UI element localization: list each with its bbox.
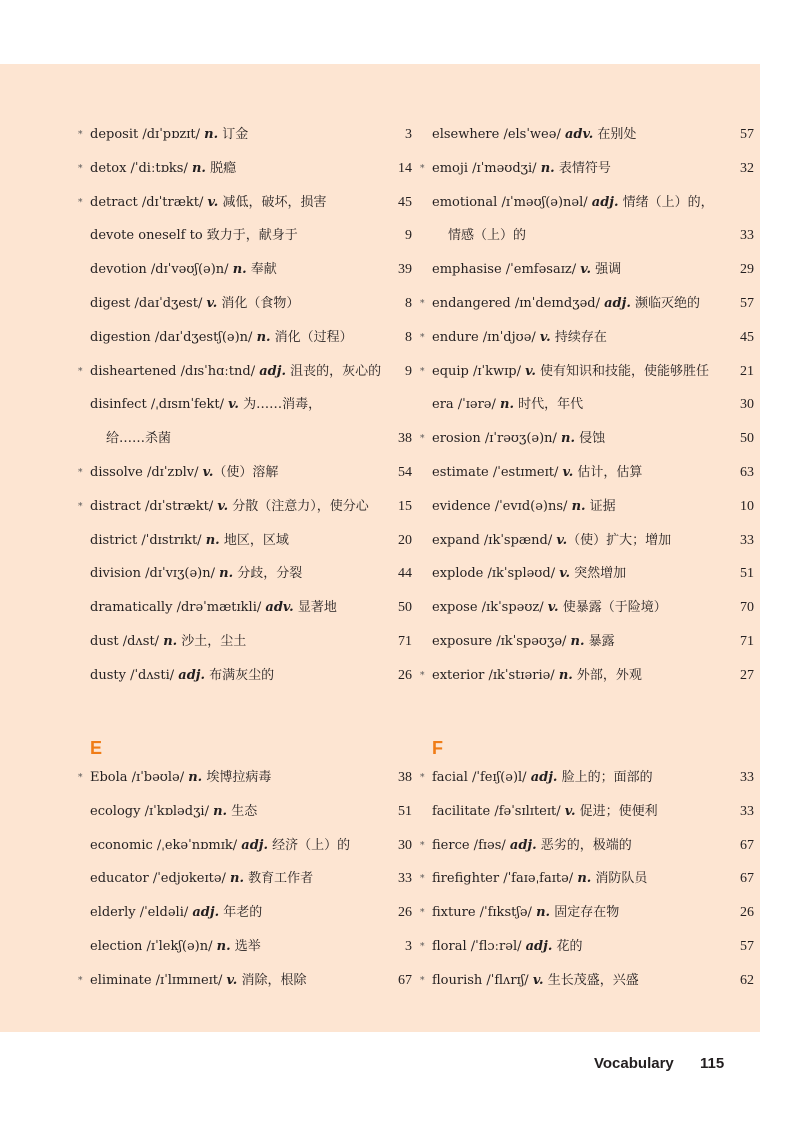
key-word-star-icon: * xyxy=(420,298,425,309)
vocab-entry-text: facial /ˈfeɪʃ(ə)l/ adj. 脸上的；面部的 xyxy=(432,770,653,785)
vocab-entry-page: 26 xyxy=(398,905,412,921)
vocab-entry-page: 67 xyxy=(740,837,754,853)
key-word-star-icon: * xyxy=(78,975,83,986)
key-word-star-icon: * xyxy=(78,197,83,208)
vocab-entry-page: 51 xyxy=(398,803,412,819)
vocab-entry-page: 10 xyxy=(740,498,754,514)
section-heading-e: E xyxy=(90,738,103,758)
vocab-entry xyxy=(78,829,412,863)
right-column xyxy=(420,118,754,693)
vocab-entry-text: Ebola /ɪˈbəʊlə/ n. 埃博拉病毒 xyxy=(90,770,272,785)
vocab-entry-text: erosion /ɪˈrəʊʒ(ə)n/ n. 侵蚀 xyxy=(432,431,606,447)
vocab-entry xyxy=(420,557,754,591)
vocab-entry xyxy=(420,930,754,964)
vocab-entry xyxy=(78,795,412,829)
vocab-entry xyxy=(420,964,754,998)
vocab-entry xyxy=(420,422,754,456)
vocab-entry xyxy=(78,287,412,321)
vocab-entry xyxy=(420,152,754,186)
vocab-entry-text: evidence /ˈevɪd(ə)ns/ n. 证据 xyxy=(432,498,616,514)
vocab-entry-page: 50 xyxy=(398,600,412,616)
vocab-entry xyxy=(78,761,412,795)
key-word-star-icon: * xyxy=(78,163,83,174)
vocab-entry-text: exposure /ɪkˈspəʊʒə/ n. 暴露 xyxy=(432,633,615,649)
vocab-entry-page: 32 xyxy=(740,160,754,176)
key-word-star-icon: * xyxy=(420,670,425,681)
vocab-entry xyxy=(78,591,412,625)
vocab-entry-page: 45 xyxy=(740,329,754,345)
key-word-star-icon: * xyxy=(420,908,425,919)
vocab-entry-text: estimate /ˈestɪmeɪt/ v. 估计，估算 xyxy=(432,464,643,480)
vocab-entry xyxy=(420,829,754,863)
vocab-entry-page: 57 xyxy=(740,295,754,311)
page-number: 115 xyxy=(700,1055,725,1072)
vocab-entry xyxy=(420,490,754,524)
vocab-entry-page: 33 xyxy=(398,871,412,887)
section-e-list xyxy=(78,761,412,998)
left-column xyxy=(78,118,412,693)
vocab-entry xyxy=(78,625,412,659)
vocab-entry xyxy=(420,862,754,896)
vocab-entry-text: flourish /ˈflʌrɪʃ/ v. 生长茂盛，兴盛 xyxy=(432,972,639,988)
vocab-entry-page: 14 xyxy=(398,160,412,176)
section-f-list xyxy=(420,761,754,998)
key-word-star-icon: * xyxy=(78,501,83,512)
key-word-star-icon: * xyxy=(420,366,425,377)
vocab-entry-text: district /ˈdɪstrɪkt/ n. 地区，区域 xyxy=(90,532,289,548)
vocab-entry-page: 26 xyxy=(398,667,412,683)
vocab-entry-page: 45 xyxy=(398,194,412,210)
vocab-entry xyxy=(420,287,754,321)
key-word-star-icon: * xyxy=(420,163,425,174)
vocab-entry xyxy=(78,186,412,220)
vocab-entry-text: exterior /ɪkˈstɪəriə/ n. 外部，外观 xyxy=(432,667,642,683)
vocab-entry xyxy=(420,321,754,355)
vocab-entry xyxy=(78,456,412,490)
vocab-entry-text: firefighter /ˈfaɪəˌfaɪtə/ n. 消防队员 xyxy=(432,871,648,887)
vocab-entry-text: era /ˈɪərə/ n. 时代，年代 xyxy=(432,397,584,413)
vocab-entry-text: dusty /ˈdʌsti/ adj. 布满灰尘的 xyxy=(90,667,275,683)
vocab-entry-text: emotional /ɪˈməʊʃ(ə)nəl/ adj. 情绪（上）的， xyxy=(432,194,714,210)
vocab-entry-text: expose /ɪkˈspəʊz/ v. 使暴露（于险境） xyxy=(432,600,667,616)
vocab-entry-text: fierce /fɪəs/ adj. 恶劣的，极端的 xyxy=(432,837,632,853)
vocab-entry-page: 33 xyxy=(740,228,754,244)
vocab-entry xyxy=(78,896,412,930)
vocab-entry-page: 20 xyxy=(398,532,412,548)
key-word-star-icon: * xyxy=(420,840,425,851)
vocab-entry xyxy=(78,321,412,355)
vocab-entry-page: 63 xyxy=(740,464,754,480)
key-word-star-icon: * xyxy=(420,332,425,343)
vocab-entry-page: 57 xyxy=(740,127,754,142)
vocab-entry-text: equip /ɪˈkwɪp/ v. 使有知识和技能，使能够胜任 xyxy=(432,363,710,379)
vocab-entry-text: digest /daɪˈdʒest/ v. 消化（食物） xyxy=(90,295,300,311)
vocab-entry xyxy=(78,152,412,186)
vocab-entry-page: 57 xyxy=(740,938,754,954)
vocab-entry-text: digestion /daɪˈdʒestʃ(ə)n/ n. 消化（过程） xyxy=(90,329,353,345)
vocab-entry-text: disinfect /ˌdɪsɪnˈfekt/ v. 为……消毒， xyxy=(90,397,322,413)
vocab-entry xyxy=(78,964,412,998)
vocab-entry-text: detox /ˈdiːtɒks/ n. 脱瘾 xyxy=(90,160,237,176)
vocab-entry-text: eliminate /ɪˈlɪmɪneɪt/ v. 消除，根除 xyxy=(90,972,307,988)
vocab-entry xyxy=(420,219,754,253)
vocab-entry-text: detract /dɪˈtrækt/ v. 减低，破坏，损害 xyxy=(90,194,327,210)
key-word-star-icon: * xyxy=(420,434,425,445)
vocab-entry-page: 30 xyxy=(398,837,412,853)
vocab-entry-text: 情感（上）的 xyxy=(448,228,527,244)
vocab-entry-page: 9 xyxy=(405,228,412,244)
vocab-entry-text: deposit /dɪˈpɒzɪt/ n. 订金 xyxy=(90,127,249,142)
vocab-entry xyxy=(78,388,408,422)
vocab-entry-text: emphasise /ˈemfəsaɪz/ v. 强调 xyxy=(432,262,622,278)
key-word-star-icon: * xyxy=(78,366,83,377)
vocab-entry xyxy=(78,355,412,389)
vocab-entry xyxy=(420,388,754,422)
key-word-star-icon: * xyxy=(420,975,425,986)
vocab-entry-page: 70 xyxy=(740,600,754,616)
vocab-entry-text: expand /ɪkˈspænd/ v.（使）扩大；增加 xyxy=(432,532,672,548)
vocab-entry xyxy=(78,862,412,896)
vocab-entry-page: 62 xyxy=(740,972,754,988)
vocab-entry xyxy=(420,659,754,693)
vocab-entry-text: dust /dʌst/ n. 沙土，尘土 xyxy=(90,633,247,649)
vocab-entry xyxy=(420,456,754,490)
key-word-star-icon: * xyxy=(78,467,83,478)
vocab-entry-text: economic /ˌekəˈnɒmɪk/ adj. 经济（上）的 xyxy=(90,837,351,853)
vocab-entry xyxy=(78,118,412,152)
vocab-entry xyxy=(78,219,412,253)
vocab-entry-page: 15 xyxy=(398,498,412,514)
vocab-entry-page: 27 xyxy=(740,667,754,683)
vocab-entry-text: division /dɪˈvɪʒ(ə)n/ n. 分歧，分裂 xyxy=(90,566,303,582)
vocab-entry xyxy=(78,490,412,524)
vocab-entry xyxy=(420,896,754,930)
vocab-entry xyxy=(420,186,750,220)
vocab-entry-text: elderly /ˈeldəli/ adj. 年老的 xyxy=(90,905,263,921)
key-word-star-icon: * xyxy=(420,874,425,885)
vocab-entry-page: 33 xyxy=(740,770,754,785)
vocab-entry xyxy=(78,659,412,693)
vocab-entry-page: 38 xyxy=(398,431,412,447)
vocab-entry-page: 8 xyxy=(405,295,412,311)
vocab-entry xyxy=(78,253,412,287)
vocab-entry-page: 9 xyxy=(405,363,412,379)
vocab-entry xyxy=(420,625,754,659)
vocab-entry-page: 33 xyxy=(740,803,754,819)
vocab-entry xyxy=(420,761,754,795)
vocab-entry-page: 33 xyxy=(740,532,754,548)
vocab-entry-page: 50 xyxy=(740,431,754,447)
vocab-entry xyxy=(420,795,754,829)
vocab-entry-text: dramatically /drəˈmætɪkli/ adv. 显著地 xyxy=(90,600,337,616)
vocab-entry xyxy=(420,524,754,558)
key-word-star-icon: * xyxy=(420,941,425,952)
vocab-entry-text: explode /ɪkˈspləʊd/ v. 突然增加 xyxy=(432,566,627,582)
vocab-entry-page: 26 xyxy=(740,905,754,921)
vocab-entry xyxy=(78,524,412,558)
vocab-entry-page: 38 xyxy=(398,770,412,785)
vocab-entry-text: endangered /ɪnˈdeɪndʒəd/ adj. 濒临灭绝的 xyxy=(432,295,700,311)
vocab-entry-text: election /ɪˈlekʃ(ə)n/ n. 选举 xyxy=(90,938,261,954)
vocab-entry xyxy=(78,930,412,964)
key-word-star-icon: * xyxy=(420,773,425,783)
vocab-entry-text: emoji /ɪˈməʊdʒi/ n. 表情符号 xyxy=(432,160,611,176)
vocab-entry-page: 67 xyxy=(398,972,412,988)
vocab-entry-text: distract /dɪˈstrækt/ v. 分散（注意力），使分心 xyxy=(90,498,369,514)
vocab-entry-page: 39 xyxy=(398,262,412,278)
vocab-entry-text: 给……杀菌 xyxy=(106,431,172,447)
key-word-star-icon: * xyxy=(78,773,83,783)
vocab-entry-page: 51 xyxy=(740,566,754,582)
vocab-entry xyxy=(420,253,754,287)
vocab-entry xyxy=(420,591,754,625)
section-heading-f: F xyxy=(432,738,443,758)
vocab-entry-text: ecology /ɪˈkɒlədʒi/ n. 生态 xyxy=(90,803,258,819)
vocab-entry-page: 3 xyxy=(405,938,412,954)
vocab-entry-text: devote oneself to 致力于，献身于 xyxy=(90,228,298,244)
vocab-entry-page: 21 xyxy=(740,363,754,379)
footer-title: Vocabulary xyxy=(594,1055,674,1072)
vocab-entry-text: facilitate /fəˈsɪlɪteɪt/ v. 促进；使便利 xyxy=(432,803,658,819)
vocab-entry xyxy=(420,118,754,152)
vocab-entry-page: 71 xyxy=(398,633,412,649)
vocab-entry-page: 54 xyxy=(398,464,412,480)
vocab-entry-text: elsewhere /elsˈweə/ adv. 在别处 xyxy=(432,127,637,142)
vocab-entry xyxy=(78,557,412,591)
vocab-entry-page: 67 xyxy=(740,871,754,887)
vocab-entry-page: 30 xyxy=(740,397,754,413)
vocab-entry-text: dissolve /dɪˈzɒlv/ v.（使）溶解 xyxy=(90,464,279,480)
vocab-entry xyxy=(78,422,412,456)
vocab-entry-text: disheartened /dɪsˈhɑːtnd/ adj. 沮丧的，灰心的 xyxy=(90,363,382,379)
vocab-entry xyxy=(420,355,754,389)
vocab-entry-text: fixture /ˈfɪkstʃə/ n. 固定存在物 xyxy=(432,905,620,921)
vocab-entry-text: educator /ˈedjʊkeɪtə/ n. 教育工作者 xyxy=(90,871,314,887)
vocab-entry-page: 44 xyxy=(398,566,412,582)
vocab-entry-text: floral /ˈflɔːrəl/ adj. 花的 xyxy=(432,938,583,954)
vocab-entry-text: devotion /dɪˈvəʊʃ(ə)n/ n. 奉献 xyxy=(90,262,277,278)
vocab-entry-text: endure /ɪnˈdjʊə/ v. 持续存在 xyxy=(432,329,607,345)
vocab-entry-page: 29 xyxy=(740,262,754,278)
key-word-star-icon: * xyxy=(78,130,83,140)
vocab-entry-page: 3 xyxy=(405,127,412,142)
vocab-entry-page: 8 xyxy=(405,329,412,345)
vocab-entry-page: 71 xyxy=(740,633,754,649)
